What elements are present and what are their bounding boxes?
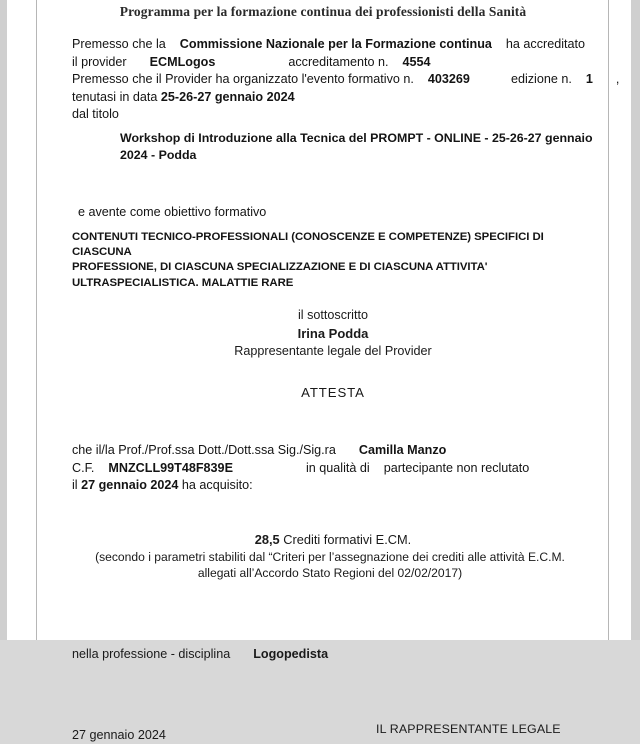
spacer [38,711,608,721]
credits-unit: Crediti formativi E.CM. [283,531,412,547]
edition-number: 1 [585,72,593,87]
preamble-line-5 [72,106,602,124]
credits-block [38,531,608,549]
participant-titles-label: che il/la Prof./Prof.ssa Dott./Dott.ssa Sig./Sig.ra [72,443,336,458]
page-content [38,0,620,742]
edition-label: edizione n. [510,72,572,87]
commission-name: Commissione Nazionale per la Formazione continua [179,37,492,51]
held-on-label: tenutasi in data [72,89,158,104]
held-on-dates: 25-26-27 gennaio 2024 [160,89,295,104]
acquired-date: 27 gennaio 2024 [81,478,179,493]
preamble-line-3 [72,71,620,89]
spacer [38,663,608,687]
objective-label: e avente come obiettivo formativo [78,204,267,219]
page-rule-left [36,0,37,640]
spacer [38,426,608,442]
signatory-block [38,307,608,360]
spacer [38,519,608,531]
objective-block [38,204,608,291]
credits-note-line-2: allegati all’Accordo Stato Regioni del 02/02/2017) [197,566,463,581]
capacity-label: in qualità di [305,460,370,475]
entitled-label: dal titolo [72,107,119,122]
participant-line-2 [72,460,602,478]
credits-note-line-1: (secondo i parametri stabiliti dal “Criteri per l’assegnazione dei crediti alle attività E.C.M. [95,549,565,564]
spacer [72,222,602,230]
page-gutter-right [631,0,640,640]
provider-name: ECMLogos [149,54,216,69]
profession-label: nella professione - disciplina [72,646,231,661]
acquired-suffix: ha acquisito: [181,478,253,493]
fiscal-code-value: MNZCLL99T48F839E [108,460,233,475]
signatory-name: Irina Podda [297,326,369,342]
participant-block [38,442,608,495]
edition-comma: , [615,72,620,87]
accreditation-label: accreditamento n. [288,54,389,69]
participant-line-1 [72,442,602,460]
preamble-line-4 [72,89,602,107]
spacer [38,582,608,606]
spacer [38,164,608,188]
participant-line-3 [72,477,602,495]
footer-date-row [38,727,608,744]
fiscal-code-label: C.F. [72,460,95,475]
participant-name: Camilla Manzo [358,443,447,458]
spacer [38,630,608,646]
capacity-value: partecipante non reclutato [383,460,530,475]
preamble-block [38,36,620,124]
preamble-line1-prefix: Premesso che la [72,37,166,51]
profession-value: Logopedista [253,646,329,661]
attesta-heading: ATTESTA [301,385,365,401]
footer-date: 27 gennaio 2024 [72,727,166,742]
preamble-line-2 [72,54,602,72]
event-title-block [38,130,608,164]
spacer [38,606,608,630]
event-number: 403269 [427,72,470,87]
attesta-block [38,384,608,402]
page-title: Programma per la formazione continua dei professionisti della Sanità [119,4,527,19]
spacer [38,687,608,711]
spacer [38,291,608,307]
page-rule-right [608,0,609,640]
objective-line-3: ULTRASPECIALISTICA. MALATTIE RARE [72,276,294,289]
event-title-line-1: Workshop di Introduzione alla Tecnica del PROMPT - ONLINE - 25-26-27 gennaio [120,130,593,145]
signatory-intro: il sottoscritto [298,308,368,323]
spacer [38,360,608,384]
spacer [38,495,608,519]
spacer [38,20,608,36]
preamble-line1-suffix: ha accreditato [505,37,586,51]
page-gutter-left [0,0,7,640]
profession-block [38,646,608,663]
event-title-line-2: 2024 - Podda [120,147,197,162]
spacer [38,188,608,204]
preamble-line-1 [72,36,602,54]
accreditation-number: 4554 [402,54,431,69]
event-label: Premesso che il Provider ha organizzato l'evento formativo n. [72,72,414,87]
spacer [38,402,608,426]
signature-label: IL RAPPRESENTANTE LEGALE [376,721,561,736]
certificate-page [7,0,631,742]
credits-value: 28,5 [254,531,280,547]
objective-line-1: CONTENUTI TECNICO-PROFESSIONALI (CONOSCENZE E COMPETENZE) SPECIFICI DI CIASCUNA [72,230,544,258]
signatory-role: Rappresentante legale del Provider [234,344,432,359]
objective-line-2: PROFESSIONE, DI CIASCUNA SPECIALIZZAZIONE E DI CIASCUNA ATTIVITA' [72,261,488,274]
acquired-prefix: il [72,478,78,493]
provider-label: il provider [72,54,127,69]
